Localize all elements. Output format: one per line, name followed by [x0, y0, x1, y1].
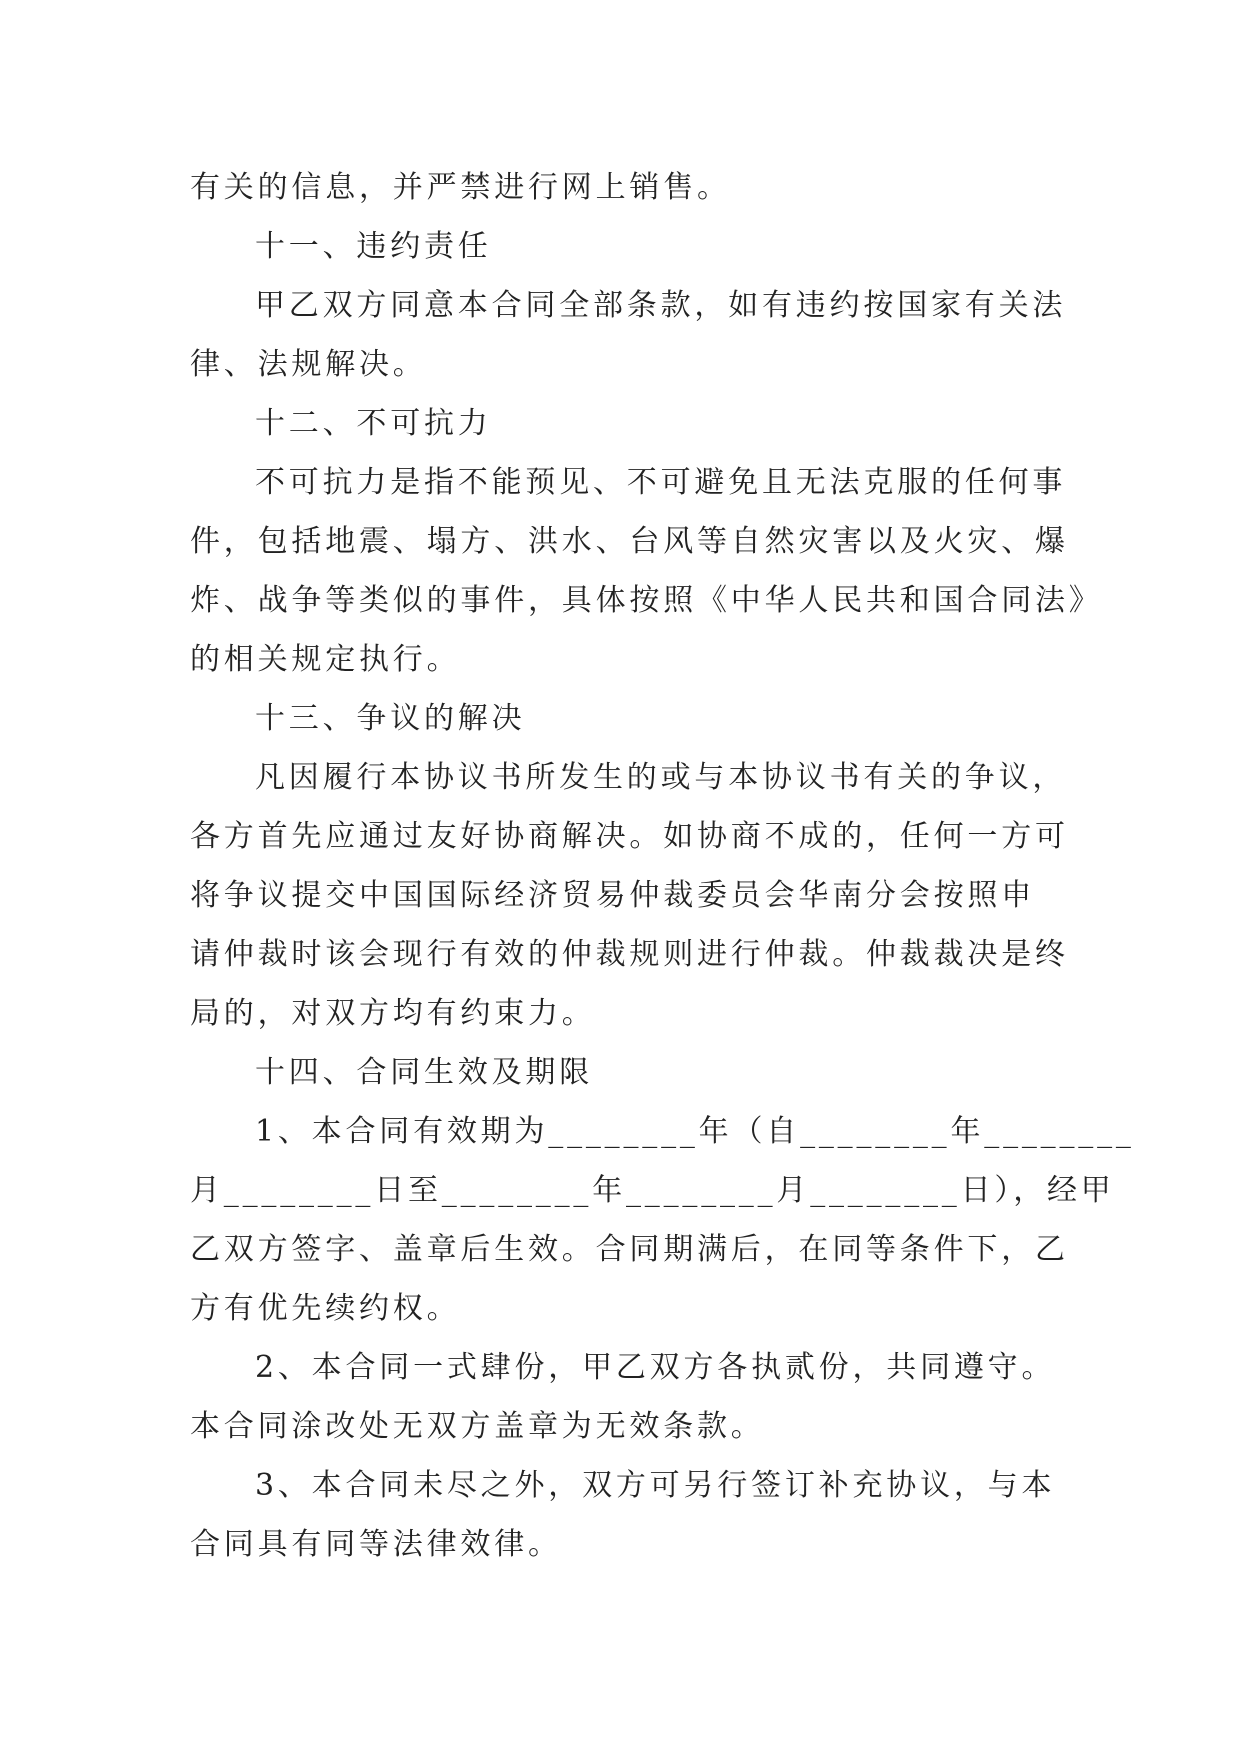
text-line: 1、本合同有效期为________年（自________年________: [255, 1114, 1135, 1149]
text-line: 各方首先应通过友好协商解决。如协商不成的，任何一方可: [190, 819, 1069, 854]
text-line: 方有优先续约权。: [190, 1291, 461, 1326]
section-heading-force-majeure: 十二、不可抗力: [255, 406, 492, 441]
text-line: 3、本合同未尽之外，双方可另行签订补充协议，与本: [255, 1468, 1056, 1503]
text-line: 凡因履行本协议书所发生的或与本协议书有关的争议，: [255, 760, 1067, 795]
text-line: 乙双方签字、盖章后生效。合同期满后，在同等条件下，乙: [190, 1232, 1069, 1267]
text-line: 将争议提交中国国际经济贸易仲裁委员会华南分会按照申: [190, 878, 1035, 913]
text-line: 炸、战争等类似的事件，具体按照《中华人民共和国合同法》: [190, 583, 1103, 618]
text-line: 的相关规定执行。: [190, 642, 461, 677]
section-heading-effectiveness-term: 十四、合同生效及期限: [255, 1055, 593, 1090]
text-line: 甲乙双方同意本合同全部条款，如有违约按国家有关法: [255, 288, 1067, 323]
text-line: 合同具有同等法律效律。: [190, 1527, 562, 1562]
text-line: 局的，对双方均有约束力。: [190, 996, 596, 1031]
text-line: 件，包括地震、塌方、洪水、台风等自然灾害以及火灾、爆: [190, 524, 1069, 559]
text-line: 律、法规解决。: [190, 347, 427, 382]
text-line: 2、本合同一式肆份，甲乙双方各执贰份，共同遵守。: [255, 1350, 1056, 1385]
text-line: 本合同涂改处无双方盖章为无效条款。: [190, 1409, 765, 1444]
document-page: [190, 158, 1135, 1574]
section-heading-breach-liability: 十一、违约责任: [255, 229, 492, 264]
text-line: 月________日至________年________月________日），经甲: [190, 1173, 1115, 1208]
text-line: 有关的信息，并严禁进行网上销售。: [190, 170, 731, 205]
text-line: 请仲裁时该会现行有效的仲裁规则进行仲裁。仲裁裁决是终: [190, 937, 1069, 972]
text-line: 不可抗力是指不能预见、不可避免且无法克服的任何事: [255, 465, 1067, 500]
section-heading-dispute-resolution: 十三、争议的解决: [255, 701, 526, 736]
